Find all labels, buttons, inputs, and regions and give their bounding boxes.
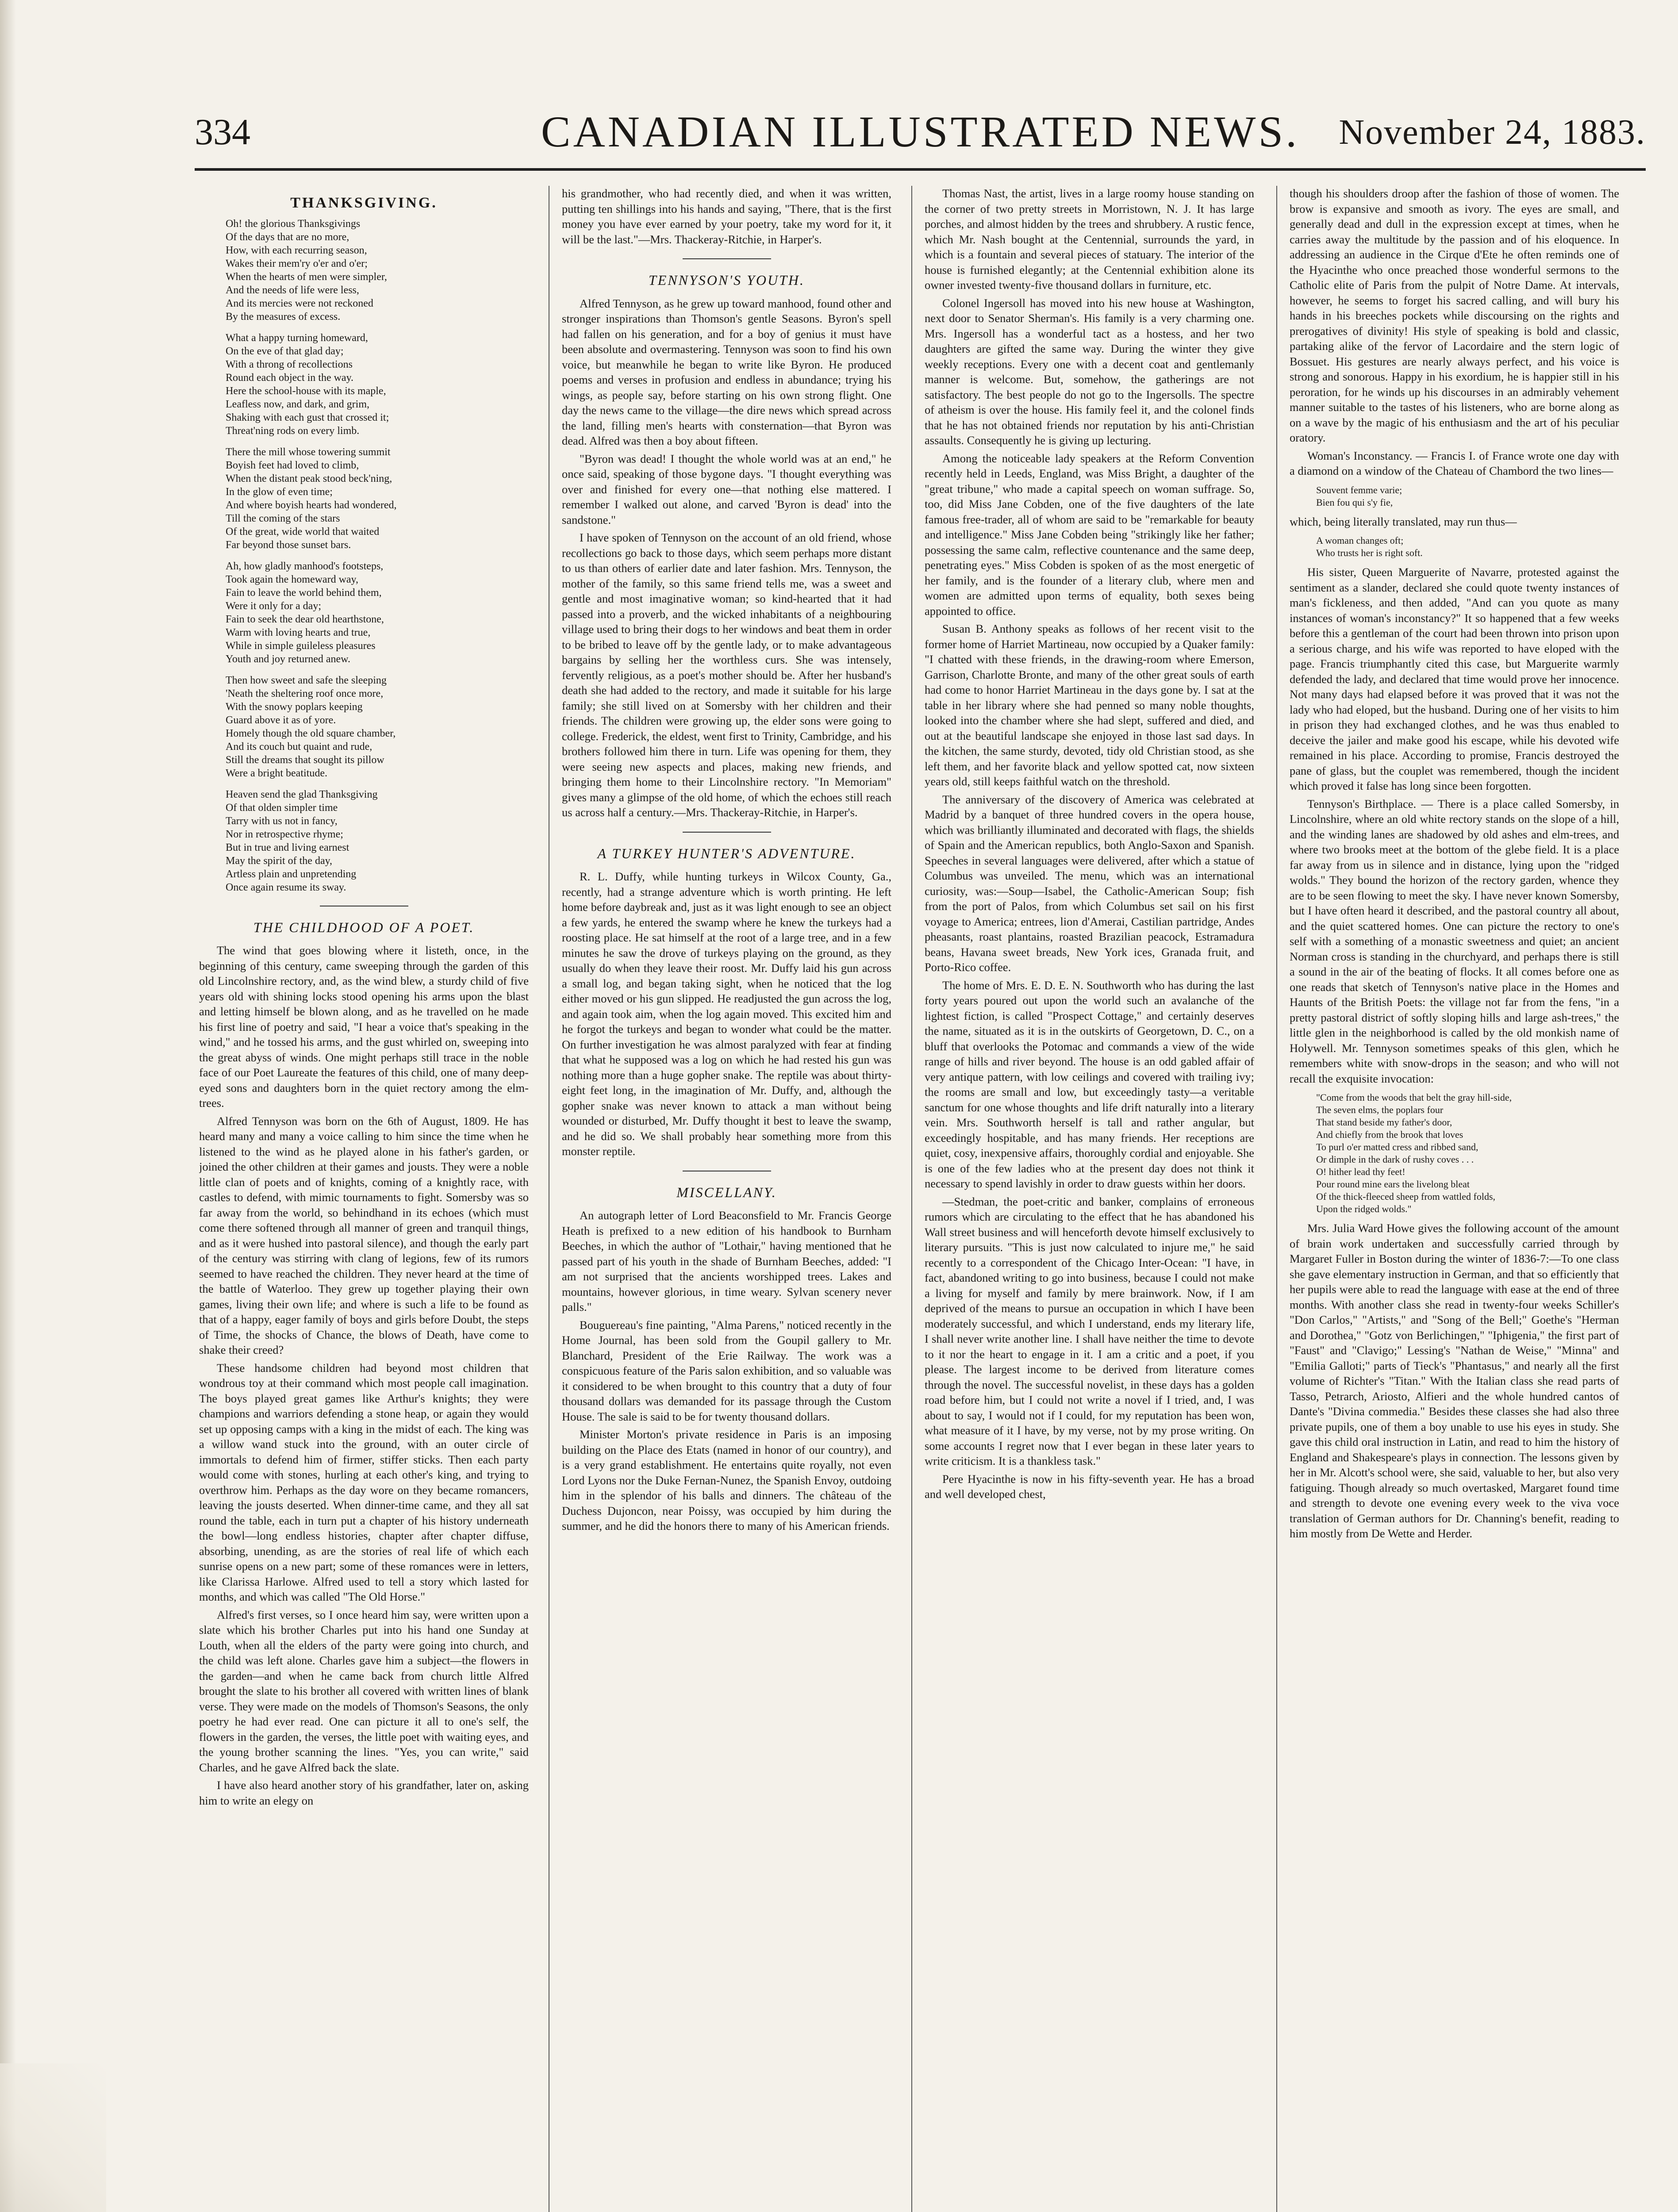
publication-title: CANADIAN ILLUSTRATED NEWS. <box>541 107 1300 156</box>
thanksgiving-poem <box>226 217 529 894</box>
translated-couplet: A woman changes oft; Who trusts her is right soft. <box>1316 535 1423 558</box>
french-couplet: Souvent femme varie; Bien fou qui s'y fie, <box>1316 484 1402 508</box>
poem-stanza: There the mill whose towering summit Boyish feet had loved to climb, When the distant peak stood beck'ning, In the glow of even time; And where boyish hearts had wondered, Till the coming of the stars Of the great, wide world that waited Far beyond those sunset bars. <box>226 446 397 551</box>
article-paragraph: Susan B. Anthony speaks as follows of her recent visit to the former home of Harriet Martineau, now occupied by a Quaker family: "I chatted with these friends, in the drawing-room where Emerson, Garrison, Charlotte Bronte, and many of the other great souls of earth had come to honor Harriet Martineau in the days gone by. I sat at the table in her library where she had penned so many noble thoughts, looked into the chamber where she had slept, suffered and died, and out at the beautiful landscape she enjoyed in those last sad days. In the kitchen, the same sturdy, devoted, tidy old Christian stood, as she left them, and her favorite black and yellow spotted cat, now sixteen years old, still keeps faithful watch on the threshold. <box>925 622 1254 788</box>
article-paragraph: Among the noticeable lady speakers at the Reform Convention recently held in Leeds, England, was Miss Bright, a daughter of the "great tribune," who made a capital speech on woman suffrage. So, too, did Miss Jane Cobden, one of the five daughters of the late famous free-trader, all of whom are said to be "remarkable for beauty and intelligence." Miss Jane Cobden being "strikingly like her father; possessing the same calm, reflective countenance and the same deep, penetrating eyes." Miss Cobden is spoken of as the most energetic of her family, and is the founder of a literary club, where men and women are admitted upon terms of equality, both sexes being appointed to office. <box>925 451 1254 618</box>
article-paragraph: An autograph letter of Lord Beaconsfield to Mr. Francis George Heath is prefixed to a new edition of his handbook to Burnham Beeches, in which the author of "Lothair," having mentioned that he passed part of his youth in the shade of Burnham Beeches, added: "I am not surprised that the ancients worshipped trees. Lakes and mountains, however glorious, in time weary. Sylvan scenery never palls." <box>562 1209 891 1313</box>
column-4 <box>1290 186 1619 2212</box>
article-paragraph: Alfred Tennyson was born on the 6th of August, 1809. He has heard many and many a voice calling to him since the time when he listened to the wind as he played alone in his father's garden, or joined the other children at their games and jousts. They were a noble little clan of poets and of knights, coming of a knightly race, with castles to defend, with mimic tournaments to fight. Somersby was so far away from the world, so behindhand in its echoes (which must come there softened through all manner of green and tranquil things, and as it were hushed into pastoral silence), and though the early part of the century was stirring with clang of legions, few of its rumors seemed to have reached the children. They never heard at the time of the battle of Waterloo. They grew up together playing their own games, living their own life; and where is such a life to be found as that of a happy, eager family of boys and girls before Doubt, the steps of Time, the shocks of Chance, the blows of Death, have come to shake their creed? <box>199 1114 529 1356</box>
article-paragraph: His sister, Queen Marguerite of Navarre, protested against the sentiment as a slander, declared she could quote twenty instances of man's fickleness, and then added, "And can you quote as many instances of woman's inconstancy?" It so happened that a few weeks before this a gentleman of the court had been thrown into prison upon a serious charge, and his wife was reported to have eloped with the page. Francis triumphantly cited this case, but Marguerite warmly defended the lady, and declared that time would prove her innocence. Not many days had elapsed before it was proved that it was not the lady who had eloped, but the husband. During one of her visits to him in prison they had exchanged clothes, and he was thus enabled to deceive the jailer and make good his escape, while his devoted wife remained in his place. According to promise, Francis destroyed the pane of glass, but the couplet was remembered, though the incident which proved it false has long since been forgotten. <box>1290 565 1619 792</box>
section-rule <box>683 258 771 259</box>
miscellany-title: MISCELLANY. <box>676 1184 777 1200</box>
article-paragraph: Mrs. Julia Ward Howe gives the following account of the amount of brain work undertaken and successfully carried through by Margaret Fuller in Boston during the winter of 1836-7:—To one class she gave elementary instruction in German, and that so efficiently that her pupils were able to read the language with ease at the end of three months. With another class she read in twenty-four weeks Schiller's "Don Carlos," "Artists," and "Song of the Bell;" Goethe's "Herman and Dorothea," "Gotz von Berlichingen," "Iphigenia," the first part of "Faust" and "Clavigo;" Lessing's "Nathan de Weise," "Minna" and "Emilia Galloti;" parts of Tieck's "Phantasus," and nearly all the first volume of Richter's "Titan." With the Italian class she read parts of Tasso, Petrarch, Ariosto, Alfieri and the whole hundred cantos of Dante's "Divina commedia." Besides these classes she had also three private pupils, one of them a boy unable to use his eyes in study. She gave this child oral instruction in Latin, and read to him the history of England and Shakespeare's plays in connection. The lessons given by her in Mr. Alcott's school were, she said, valuable to her, but also very fatiguing. Though already so much overtasked, Margaret found time and strength to devote one evening every week to the viva voce translation of German authors for Dr. Channing's benefit, reading to him mostly from De Wette and Herder. <box>1290 1221 1619 1540</box>
article-paragraph: Pere Hyacinthe is now in his fifty-seventh year. He has a broad and well developed chest, <box>925 1472 1254 1501</box>
column-3 <box>925 186 1254 2212</box>
poem-stanza: Heaven send the glad Thanksgiving Of that olden simpler time Tarry with us not in fancy, Nor in retrospective rhyme; But in true and living earnest May the spirit of the day, Artless plain and unpretending Once again resume its sway. <box>226 788 378 893</box>
article-paragraph: The anniversary of the discovery of America was celebrated at Madrid by a banquet of three hundred covers in the opera house, which was brilliantly illuminated and decorated with flags, the shields of Spain and the American republics, both Anglo-Saxon and Spanish. Speeches in several languages were delivered, after which a statue of Columbus was unveiled. The menu, which was an international curiosity, was:—Soup—Isabel, the Catholic-American Soup; fish from the port of Palos, from which Columbus set sail on his first voyage to America; entrees, lion d'Amerai, Castilian partridge, Andes pheasants, roast plantains, roasted Brazilian peacock, Estramadura beans, Havana sweet breads, New York ices, Granada fruit, and Porto-Rico coffee. <box>925 792 1254 974</box>
poem-stanza: Ah, how gladly manhood's footsteps, Took again the homeward way, Fain to leave the world behind them, Were it only for a day; Fain to seek the dear old hearthstone, Warm with loving hearts and true, While in simple guileless pleasures Youth and joy returned anew. <box>226 560 384 665</box>
article-paragraph: which, being literally translated, may run thus— <box>1290 515 1517 528</box>
tennyson-invocation: "Come from the woods that belt the gray hill-side, The seven elms, the poplars four That stand beside my father's door, And chiefly from the brook that loves To purl o'er matted cress and ribbed sand, Or dimple in the dark of rushy coves . . . O! hither lead thy feet! Pour round mine ears the livelong bleat Of the thick-fleeced sheep from wattled folds, Upon the ridged wolds." <box>1316 1092 1512 1214</box>
turkey-title: A TURKEY HUNTER'S ADVENTURE. <box>597 845 856 861</box>
childhood-title: THE CHILDHOOD OF A POET. <box>253 919 475 935</box>
article-paragraph: Thomas Nast, the artist, lives in a large roomy house standing on the corner of two pretty streets in Morristown, N. J. It has large porches, and almost hidden by the trees and shrubbery. A rustic fence, which Mr. Nash bought at the Centennial, surrounds the yard, in which is a fountain and several pieces of statuary. The interior of the house is furnished elegantly; at the Centennial exhibition alone its owner invested twenty-five thousand dollars in furniture, etc. <box>925 187 1254 292</box>
article-paragraph: The home of Mrs. E. D. E. N. Southworth who has during the last forty years poured out upon the world such an avalanche of the lightest fiction, is called "Prospect Cottage," and certainly deserves the name, situated as it is in the outskirts of Georgetown, D. C., on a bluff that overlooks the Potomac and commands a view of the wide range of hills and river beyond. The house is an odd gabled affair of very antique pattern, with low ceilings and covered with trailing ivy; the rooms are small and low, but exceedingly tasty—a veritable sanctum for one whose thoughts and life drift naturally into a literary vein. Mrs. Southworth herself is tall and rather angular, but exceedingly hospitable, and has many friends. Her receptions are quiet, cosy, inexpensive affairs, thoroughly cordial and enjoyable. She is one of the few ladies who at the present day does not think it necessary to spend lavishly in order to draw guests within her doors. <box>925 978 1254 1190</box>
column-divider <box>1276 186 1277 2212</box>
article-paragraph: Alfred Tennyson, as he grew up toward manhood, found other and stronger inspirations than Thomson's gentle Seasons. Byron's spell had fallen on his generation, and for a boy of genius it must have been absolute and overmastering. Tennyson was soon to find his own voice, but meanwhile he began to write like Byron. He produced poems and verses in profusion and endless in abundance; trying his wings, as people say, before starting on his own strong flight. One day the news came to the village—the dire news which spread across the land, filling men's hearts with consternation—that Byron was dead. Alfred was then a boy about fifteen. <box>562 296 891 447</box>
article-paragraph: though his shoulders droop after the fashion of those of women. The brow is expansive and smooth as ivory. The eyes are small, and generally dead and dull in the expression except at times, when he carries away the multitude by the passion and of his eloquence. In addressing an audience in the Cirque d'Ete he often reminds one of the Hyacinthe who once preached those wonderful sermons to the Catholic elite of Paris from the pulpit of Notre Dame. At intervals, however, he seems to forget his sacred calling, and will bury his hands in his breeches pockets while discoursing on the rights and prerogatives of divinity! His style of speaking is bold and classic, partaking alike of the fervor of Lacordaire and the stern logic of Bossuet. His gestures are nearly always perfect, and his voice is strong and sonorous. Happy in his exordium, he is happier still in his peroration, for he winds up his discourses in an admirably vehement manner suitable to the tastes of his listeners, who are borne along as on a wave by the magic of his enthusiasm and the art of his peculiar oratory. <box>1290 187 1619 444</box>
article-paragraph: I have also heard another story of his grandfather, later on, asking him to write an elegy on <box>199 1778 529 1807</box>
article-paragraph: —Stedman, the poet-critic and banker, complains of erroneous rumors which are circulating to the effect that he has abandoned his Wall street business and will henceforth devote himself exclusively to literary pursuits. "This is just now calculated to injure me," he said recently to a correspondent of the Chicago Inter-Ocean: "I have, in fact, abandoned writing to go into business, because I could not make a living for myself and family by mere brainwork. Now, if I am deprived of the means to pursue an occupation in which I have been moderately successful, and which I understand, ends my literary life, I shall never write another line. I shall have neither the time to devote to it nor the heart to engage in it. I am a critic and a poet, if you please. The largest income to be derived from literature comes through the novel. The successful novelist, in these days has a golden road before him, but I could not write a novel if I tried, and, I was about to say, I would not if I could, for my reputation has been won, what measure of it I have, by my verse, not by my prose writing. On some accounts I regret now that I ever began in these later years to write criticism. It is a thankless task." <box>925 1194 1254 1467</box>
article-paragraph: Tennyson's Birthplace. — There is a place called Somersby, in Lincolnshire, where an old white rectory stands on the slope of a hill, and the winding lanes are shadowed by old ashes and elm-trees, and where two brooks meet at the bottom of the glebe field. It is a place far away from us in silence and in distance, lying upon the "ridged wolds." They bound the horizon of the rectory garden, whence they are to be seen flowing to meet the sky. I have never known Somersby, but I have often heard it described, and the pastoral country all about, and the quiet scattered homes. One can picture the rectory to one's self with a something of a monastic sweetness and quiet; an ancient Norman cross is standing in the churchyard, and perhaps there is still a sound in the air of the beating of flocks. It all comes before one as one reads that sketch of Tennyson's native place in the Homes and Haunts of the British Poets: the village not far from the fens, "in a pretty pastoral district of softly sloping hills and large ash-trees," the little glen in the neighborhood is called by the old monkish name of Holywell. Mr. Tennyson sometimes speaks of this glen, which he remembers white with snow-drops in the season; and who will not recall the exquisite invocation: <box>1290 797 1619 1085</box>
article-paragraph: Alfred's first verses, so I once heard him say, were written upon a slate which his brother Charles put into his hand one Sunday at Louth, when all the elders of the party were going into church, and the child was left alone. Charles gave him a subject—the flowers in the garden—and when he came back from church little Alfred brought the slate to his brother all covered with written lines of blank verse. They were made on the models of Thomson's Seasons, the only poetry he had ever read. One can picture it all to one's self, the flowers in the garden, the verses, the little poet with waiting eyes, and the young brother scanning the lines. "Yes, you can write," said Charles, and he gave Alfred back the slate. <box>199 1608 529 1774</box>
poem-stanza: What a happy turning homeward, On the eve of that glad day; With a throng of recollections Round each object in the way. Here the school-house with its maple, Leafless now, and dark, and grim, Shaking with each gust that crossed it; Threat'ning rods on every limb. <box>226 332 389 437</box>
article-paragraph: R. L. Duffy, while hunting turkeys in Wilcox County, Ga., recently, had a strange adventure which is worth printing. He left home before daybreak and, just as it was light enough to see an object a few yards, he entered the swamp where he knew the turkeys had a roosting place. He sat himself at the root of a large tree, and in a few minutes he saw the drove of turkeys playing on the ground, as they usually do when they leave their roost. Mr. Duffy laid his gun across a small log, and began taking sight, when he noticed that the log either moved or his gun slipped. He readjusted the gun across the log, and again took aim, when the log again moved. This excited him and he forgot the turkeys and began to wonder what could be the matter. On further investigation he was almost paralyzed with fear at finding that what he supposed was a log on which he had rested his gun was nothing more than a huge gopher snake. The reptile was about thirty-eight feet long, in the imagination of Mr. Duffy, and, although the gopher snake was never known to attack a man without being wounded or disturbed, Mr. Duffy thought it best to leave the swamp, and he did so. We shall probably hear something more from this monster reptile. <box>562 870 891 1158</box>
page-header <box>195 106 1646 168</box>
article-paragraph: Bouguereau's fine painting, "Alma Parens," noticed recently in the Home Journal, has been sold from the Goupil gallery to Mr. Blanchard, President of the Erie Railway. The work was a conspicuous feature of the Paris salon exhibition, and so valuable was it considered to be when brought to this country that a duty of four thousand dollars was demanded for its passage through the Custom House. The sale is said to be for twenty thousand dollars. <box>562 1318 891 1423</box>
thanksgiving-title: THANKSGIVING. <box>290 195 438 211</box>
column-1 <box>199 186 529 2212</box>
poem-stanza: Then how sweet and safe the sleeping 'Neath the sheltering roof once more, With the snowy poplars keeping Guard above it as of yore. Homely though the old square chamber, And its couch but quaint and rude, Still the dreams that sought its pillow Were a bright beatitude. <box>226 674 396 779</box>
article-paragraph: his grandmother, who had recently died, and when it was written, putting ten shillings into his hands and saying, "There, that is the first money you have ever earned by your poetry, take my word for it, it will be the last."—Mrs. Thackeray-Ritchie, in Harper's. <box>562 187 891 246</box>
article-paragraph: These handsome children had beyond most children that wondrous toy at their command which most people call imagination. The boys played great games like Arthur's knights; they were champions and warriors defending a stone heap, or again they would set up opposing camps with a king in the midst of each. The king was a willow wand stuck into the ground, with an outer circle of immortals to defend him of firmer, stiffer sticks. Then each party would come with stones, hurling at each other's king, and trying to overthrow him. Perhaps as the day wore on they became romancers, leaving the jousts deserted. When dinner-time came, and they all sat round the table, each in turn put a chapter of his history underneath the bowl—long endless histories, chapter after chapter diffuse, absorbing, unending, as are the stories of real life of which each sunrise opens on a new part; some of these romances were in letters, like Clarissa Harlowe. Alfred used to tell a story which lasted for months, and which was called "The Old Horse." <box>199 1361 529 1603</box>
section-rule <box>683 832 771 833</box>
page-corner-fold <box>0 2063 106 2212</box>
article-paragraph: Minister Morton's private residence in Paris is an imposing building on the Place des Etats (named in honor of our country), and is a very grand establishment. He entertains quite royally, not even Lord Lyons nor the Duke Fernan-Nunez, the Spanish Envoy, outdoing him in the splendor of his balls and dinners. The château of the Duchess Dujoncon, near Poissy, was occupied by him during the summer, and he did the honors there to many of his American friends. <box>562 1428 891 1532</box>
article-paragraph: "Byron was dead! I thought the whole world was at an end," he once said, speaking of those bygone days. "I thought everything was over and finished for every one—that nothing else mattered. I remember I walked out alone, and carved 'Byron is dead' into the sandstone." <box>562 452 891 526</box>
article-paragraph: The wind that goes blowing where it listeth, once, in the beginning of this century, came sweeping through the garden of this old Lincolnshire rectory, and, as the wind blew, a sturdy child of five years old with shining locks stood opening his arms upon the blast and letting himself be blown along, and as he travelled on he made his first line of poetry and said, "I hear a voice that's speaking in the wind," and he tossed his arms, and the gust whirled on, sweeping into the great abyss of winds. One might perhaps still trace in the noble face of our Poet Laureate the features of this child, one of many deep-eyed sons and daughters born in the quiet rectory among the elm-trees. <box>199 944 529 1110</box>
youth-title: TENNYSON'S YOUTH. <box>648 272 805 288</box>
column-divider <box>911 186 912 2212</box>
article-paragraph: Colonel Ingersoll has moved into his new house at Washington, next door to Senator Sherman's. His family is a very charming one. Mrs. Ingersoll has a wonderful tact as a hostess, and her two daughters are gifted the same way. During the winter they give weekly receptions. Every one with a decent coat and gentlemanly manner is welcome. But, somehow, the gatherings are not satisfactory. The best people do not go to the Ingersolls. The spectre of atheism is over the house. His family feel it, and the colonel finds that he has not obtained friends nor reputation by his anti-Christian assaults. Consequently he is giving up lecturing. <box>925 296 1254 447</box>
header-rule <box>195 168 1646 171</box>
article-paragraph: I have spoken of Tennyson on the account of an old friend, whose recollections go back to those days, which seem perhaps more distant to us than others of earlier date and later fashion. Mrs. Tennyson, the mother of the family, so this same friend tells me, was a sweet and gentle and most imaginative woman; so kind-hearted that it had passed into a proverb, and the wicked inhabitants of a neighbouring village used to bring their dogs to her windows and beat them in order to be bribed to leave off by the gentle lady, or to make advantageous bargains by selling her the worthless curs. She was intensely, fervently religious, as a poet's mother should be. After her husband's death she had added to the rectory, and made it suitable for his large family; she still lived on at Somersby with her children and their friends. The children were growing up, the elder sons were going to college. Frederick, the eldest, went first to Trinity, Cambridge, and his brothers followed him there in turn. Life was opening for them, they were seeing new aspects and places, making new friends, and bringing them home to their Lincolnshire rectory. "In Memoriam" gives many a glimpse of the old home, of which the echoes still reach us across half a century.—Mrs. Thackeray-Ritchie, in Harper's. <box>562 531 891 819</box>
page-edge-shadow <box>0 0 16 2212</box>
article-paragraph: Woman's Inconstancy. — Francis I. of France wrote one day with a diamond on a window of the Chateau of Chambord the two lines— <box>1290 449 1619 477</box>
poem-stanza: Oh! the glorious Thanksgivings Of the days that are no more, How, with each recurring season, Wakes their mem'ry o'er and o'er; When the hearts of men were simpler, And the needs of life were less, And its mercies were not reckoned By the measures of excess. <box>226 218 387 323</box>
column-2 <box>562 186 891 2212</box>
issue-date: November 24, 1883. <box>1339 113 1646 152</box>
page-number: 334 <box>195 111 250 153</box>
